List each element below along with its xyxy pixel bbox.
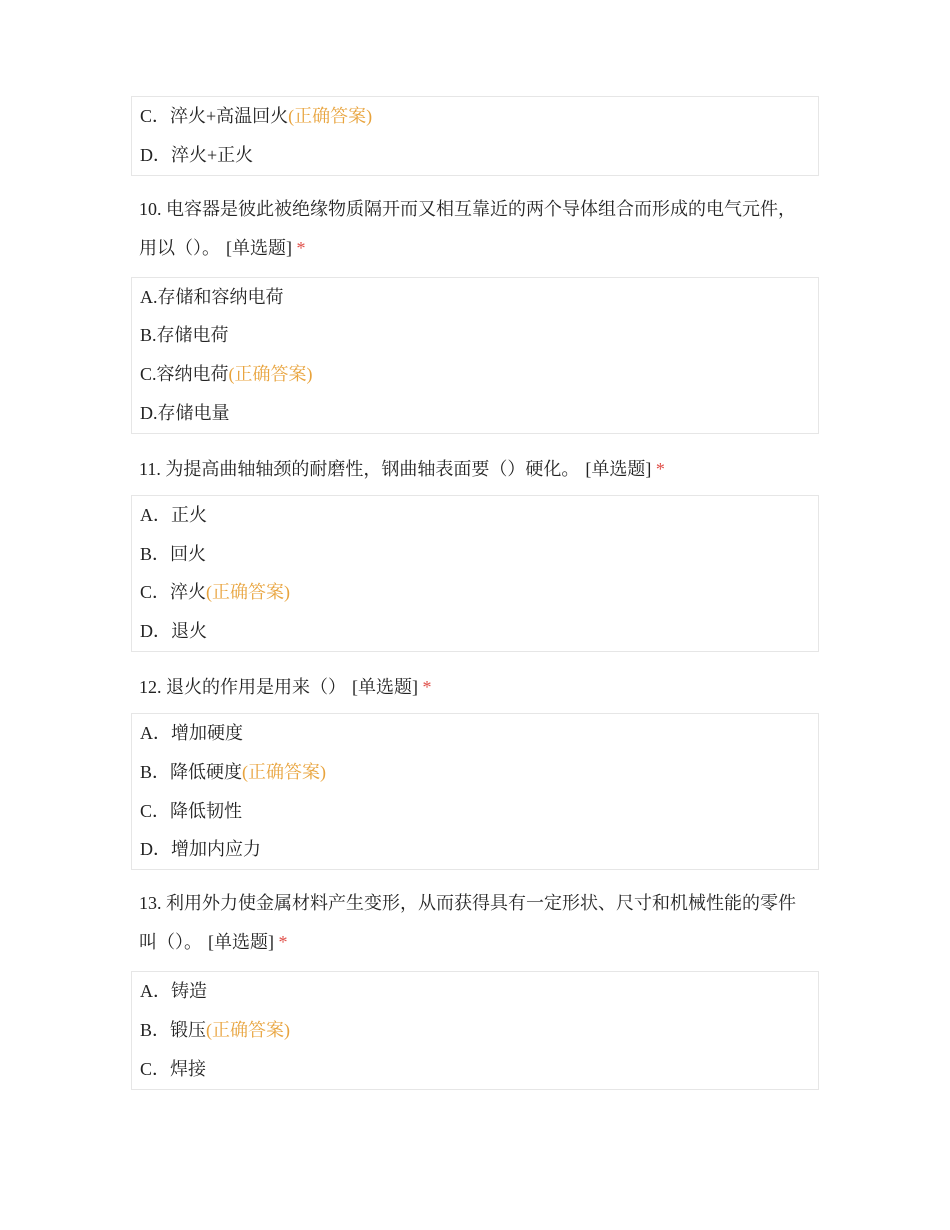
option-a[interactable] — [140, 496, 810, 535]
option-text: B．回火 — [140, 543, 207, 564]
question-type-tag: [单选题] — [585, 458, 652, 479]
option-d[interactable] — [140, 394, 810, 433]
correct-answer-marker: (正确答案) — [206, 582, 291, 603]
options-list — [131, 495, 819, 652]
option-text: D．退火 — [140, 621, 207, 642]
question-10 — [131, 176, 811, 277]
option-c[interactable] — [140, 573, 810, 612]
option-c[interactable] — [140, 792, 810, 831]
option-text: A．增加硬度 — [140, 722, 243, 743]
required-marker: * — [422, 676, 432, 697]
question-type-tag: [单选题] — [208, 932, 274, 953]
question-text: 13. 利用外力使金属材料产生变形，从而获得具有一定形状、尺寸和机械性能的零件叫（）。 — [139, 893, 796, 953]
question-13 — [131, 870, 811, 971]
option-text: B.存储电荷 — [140, 325, 229, 346]
option-text: C．淬火+高温回火 — [140, 106, 289, 126]
quiz-page — [131, 96, 819, 1090]
option-b[interactable] — [140, 535, 810, 574]
question-type-tag: [单选题] — [226, 237, 292, 258]
question-11 — [131, 434, 811, 495]
option-text: D.存储电量 — [140, 402, 230, 423]
question-text: 12. 退火的作用是用来（） — [139, 676, 346, 697]
required-marker: * — [296, 237, 306, 258]
option-b[interactable] — [140, 316, 810, 355]
option-c[interactable] — [140, 355, 810, 394]
option-a[interactable] — [140, 972, 810, 1011]
question-type-tag: [单选题] — [352, 676, 418, 697]
option-text: C.容纳电荷 — [140, 364, 229, 385]
option-d[interactable] — [140, 830, 810, 869]
options-list — [131, 971, 819, 1089]
option-text: A．铸造 — [140, 981, 207, 1002]
required-marker: * — [655, 458, 665, 479]
option-text: C．降低韧性 — [140, 800, 243, 821]
option-c[interactable] — [140, 97, 810, 136]
correct-answer-marker: (正确答案) — [288, 106, 373, 126]
option-text: D．增加内应力 — [140, 839, 261, 860]
option-text: B．降低硬度 — [140, 761, 243, 782]
options-list — [131, 277, 819, 434]
question-text: 11. 为提高曲轴轴颈的耐磨性，钢曲轴表面要（）硬化。 — [139, 458, 580, 479]
option-text: C．淬火 — [140, 582, 207, 603]
option-d[interactable] — [140, 136, 810, 175]
option-text: B．锻压 — [140, 1019, 207, 1040]
option-text: A．正火 — [140, 504, 207, 525]
option-text: C．焊接 — [140, 1058, 207, 1079]
options-list — [131, 96, 819, 176]
option-d[interactable] — [140, 612, 810, 651]
option-b[interactable] — [140, 753, 810, 792]
option-text: D．淬火+正火 — [140, 144, 254, 165]
correct-answer-marker: (正确答案) — [206, 1019, 291, 1040]
correct-answer-marker: (正确答案) — [228, 364, 313, 385]
option-a[interactable] — [140, 714, 810, 753]
option-c[interactable] — [140, 1050, 810, 1089]
option-a[interactable] — [140, 278, 810, 317]
option-text: A.存储和容纳电荷 — [140, 286, 284, 307]
question-text: 10. 电容器是彼此被绝缘物质隔开而又相互靠近的两个导体组合而形成的电气元件，用以（）。 — [139, 198, 796, 258]
options-list — [131, 713, 819, 870]
option-b[interactable] — [140, 1011, 810, 1050]
required-marker: * — [278, 932, 288, 953]
correct-answer-marker: (正确答案) — [242, 761, 327, 782]
question-12 — [131, 652, 811, 713]
